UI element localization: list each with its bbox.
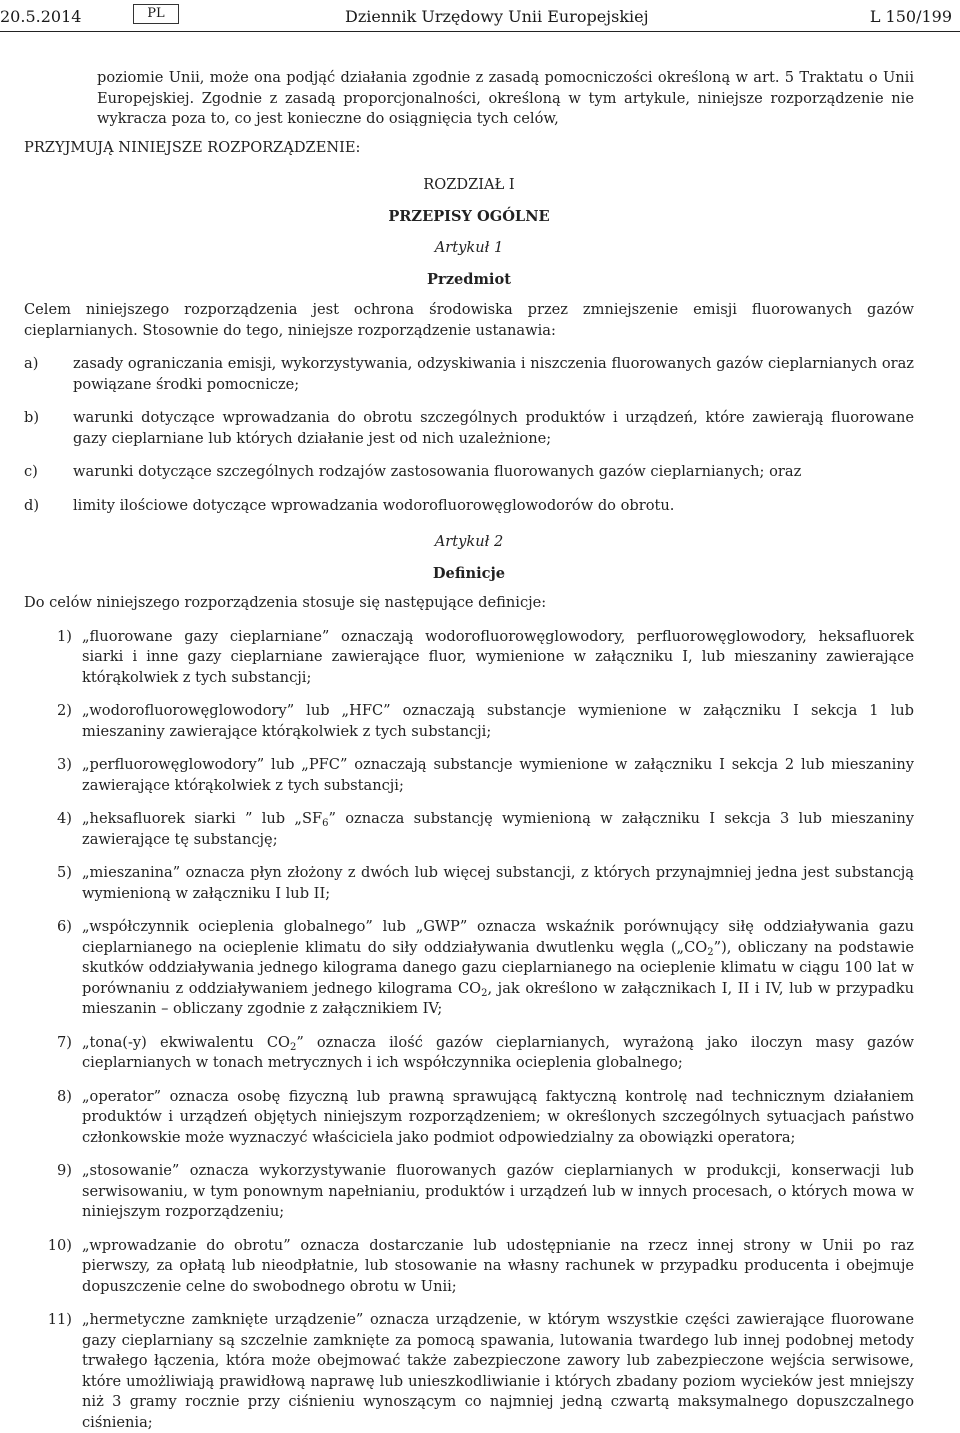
header-divider <box>0 31 960 32</box>
subscript: 6 <box>322 818 329 829</box>
article-1-text: Celem niniejszego rozporządzenia jest ochrona środowiska przez zmniejszenie emisji fluorowanych gazów cieplarnianych. Stosownie do tego, niniejsze rozporządzenie ustanawia: <box>24 301 914 339</box>
definition-text: „perfluorowęglowodory” lub „PFC” oznaczają substancje wymienione w załączniku I sekcja 2 lub mieszaniny zawierające którąkolwiek z tych substancji; <box>82 756 914 794</box>
definition-item <box>24 917 914 1020</box>
document-body <box>24 68 914 1433</box>
definition-number: 3) <box>57 756 72 773</box>
article-2-title: Definicje <box>432 564 506 582</box>
list-item <box>24 462 914 483</box>
language-badge: PL <box>133 4 179 24</box>
definition-text-part: „tona(-y) ekwiwalentu CO <box>82 1033 290 1051</box>
definition-text-part: ” oznacza substancję wymienioną w załączniku I sekcja 3 lub mieszaniny zawierające tę substancję; <box>82 810 914 848</box>
subscript: 2 <box>289 1041 297 1053</box>
definition-item <box>24 863 914 904</box>
definition-number: 4) <box>57 810 72 827</box>
definition-number: 10) <box>47 1236 72 1254</box>
definition-item <box>24 1310 914 1433</box>
list-item-text: limity ilościowe dotyczące wprowadzania wodorofluorowęglowodorów do obrotu. <box>73 496 675 514</box>
definition-text-part: „współczynnik ocieplenia globalnego” lub „GWP” oznacza wskaźnik porównujący siłę oddziaływania gazu cieplarnianego na ocieplenie klimatu do siły oddziaływania dwutlenku węgla („CO <box>82 918 914 956</box>
list-item-number: c) <box>24 463 38 480</box>
definition-number: 5) <box>57 864 72 881</box>
definition-text-part: ”), obliczany na podstawie skutków oddziaływania jednego kilograma danego gazu cieplarnianego na ocieplenie klimatu w ciągu 100 lat w porównaniu z oddziaływaniem jednego kilograma CO <box>82 938 914 997</box>
definition-text <box>82 1034 914 1072</box>
definition-number: 7) <box>57 1033 72 1051</box>
definition-item <box>24 627 914 689</box>
definition-item <box>24 1161 914 1223</box>
journal-title: Dziennik Urzędowy Unii Europejskiej <box>345 7 649 26</box>
definition-text-part: ” oznacza ilość gazów cieplarnianych, wyrażoną jako iloczyn masy gazów cieplarnianych w tonach metrycznych i ich współczynnika ocieplenia globalnego; <box>82 1033 914 1071</box>
definition-item <box>24 1087 914 1149</box>
page-reference: L 150/199 <box>869 7 952 26</box>
list-item-text: zasady ograniczania emisji, wykorzystywania, odzyskiwania i niszczenia fluorowanych gazów cieplarnianych oraz powiązane środki pomocnicze; <box>73 355 914 393</box>
definition-number: 11) <box>47 1311 72 1328</box>
list-item-number: b) <box>24 409 40 426</box>
header-date: 20.5.2014 <box>0 7 82 26</box>
definition-text <box>82 810 914 848</box>
list-item <box>24 354 914 395</box>
definition-number: 2) <box>57 702 72 719</box>
chapter-title: PRZEPISY OGÓLNE <box>388 207 550 225</box>
definition-number: 9) <box>57 1162 72 1179</box>
definition-number: 1) <box>57 627 72 645</box>
definition-text: „stosowanie” oznacza wykorzystywanie fluorowanych gazów cieplarnianych w produkcji, konserwacji lub serwisowaniu, w tym ponownym napełnianiu, produktów i urządzeń lub w innych procesach, o których mowa w niniejszym rozporządzeniu; <box>82 1162 914 1220</box>
definition-text-part: „heksafluorek siarki ” lub „SF <box>82 810 323 827</box>
definition-item <box>24 1033 914 1074</box>
list-item-text: warunki dotyczące wprowadzania do obrotu szczególnych produktów i urządzeń, które zawierają fluorowane gazy cieplarniane lub których działanie jest od nich uzależnione; <box>73 409 914 447</box>
list-item-number: a) <box>24 355 39 372</box>
definition-text <box>82 918 914 1017</box>
article-1-label: Artykuł 1 <box>434 239 504 256</box>
definition-text: „wprowadzanie do obrotu” oznacza dostarczanie lub udostępnianie na rzecz innej strony w Unii po raz pierwszy, za opłatą lub nieodpłatnie, lub stosowanie na własny rachunek w przypadku producenta i obejmuje dopuszczenie celne do swobodnego obrotu w Unii; <box>82 1236 914 1295</box>
definition-text: „operator” oznacza osobę fizyczną lub prawną sprawującą faktyczną kontrolę nad technicznym działaniem produktów i urządzeń objętych niniejszym rozporządzeniem; w określonych szczególnych sytuacjach państwo członkowskie może wyznaczyć właściciela jako podmiot odpowiedzialny za obowiązki operatora; <box>82 1087 914 1146</box>
definition-text: „wodorofluorowęglowodory” lub „HFC” oznaczają substancje wymienione w załączniku I sekcja 1 lub mieszaniny zawierające którąkolwiek z tych substancji; <box>82 702 914 740</box>
definition-item <box>24 701 914 742</box>
article-2-intro: Do celów niniejszego rozporządzenia stosuje się następujące definicje: <box>24 594 547 611</box>
list-item-text: warunki dotyczące szczególnych rodzajów zastosowania fluorowanych gazów cieplarnianych; oraz <box>73 463 802 480</box>
list-item <box>24 496 914 517</box>
definition-number: 8) <box>57 1087 72 1105</box>
list-item-number: d) <box>24 496 40 514</box>
chapter-number: ROZDZIAŁ I <box>423 176 515 193</box>
definition-text-part: , jak określono w załącznikach I, II i IV, lub w przypadku mieszanin – obliczany zgodnie z załącznikiem IV; <box>82 979 914 1017</box>
page-header <box>0 4 960 28</box>
definition-text: „hermetyczne zamknięte urządzenie” oznacza urządzenie, w którym wszystkie części zawierające fluorowane gazy cieplarniany są szczelnie zamknięte za pomocą spawania, lutowania twardego lub innej podobnej metody trwałego łączenia, która może obejmować także zabezpieczone zawory lub zabezpieczone wejścia serwisowe, które umożliwiają prawidłową naprawę lub unieszkodliwianie i których zbadany poziom wycieków jest mniejszy niż 3 gramy rocznie przy ciśnieniu wynoszącym co najmniej jedną czwartą maksymalnego dopuszczalnego ciśnienia; <box>82 1311 914 1431</box>
definition-text: „fluorowane gazy cieplarniane” oznaczają wodorofluorowęglowodory, perfluorowęglowodory, heksafluorek siarki i inne gazy cieplarniane zawierające fluor, wymienione w załączniku I, lub mieszaniny zawierające którąkolwiek z tych substancji; <box>82 627 914 686</box>
list-item <box>24 408 914 449</box>
definition-item <box>24 809 914 850</box>
subscript: 2 <box>481 987 488 999</box>
article-2-label: Artykuł 2 <box>434 533 504 550</box>
definition-item <box>24 755 914 796</box>
definition-text: „mieszanina” oznacza płyn złożony z dwóch lub więcej substancji, z których przynajmniej jedna jest substancją wymienioną w załączniku I lub II; <box>82 864 914 902</box>
intro-paragraph: poziomie Unii, może ona podjąć działania zgodnie z zasadą pomocniczości określoną w art. 5 Traktatu o Unii Europejskiej. Zgodnie z zasadą proporcjonalności, określoną w tym artykule, niniejsze rozporządzenie nie wykracza poza to, co jest konieczne do osiągnięcia tych celów, <box>97 69 914 127</box>
adopting-formula: PRZYJMUJĄ NINIEJSZE ROZPORZĄDZENIE: <box>24 138 361 156</box>
definition-item <box>24 1236 914 1298</box>
definition-number: 6) <box>57 918 72 935</box>
subscript: 2 <box>707 946 714 958</box>
article-1-title: Przedmiot <box>427 270 511 288</box>
